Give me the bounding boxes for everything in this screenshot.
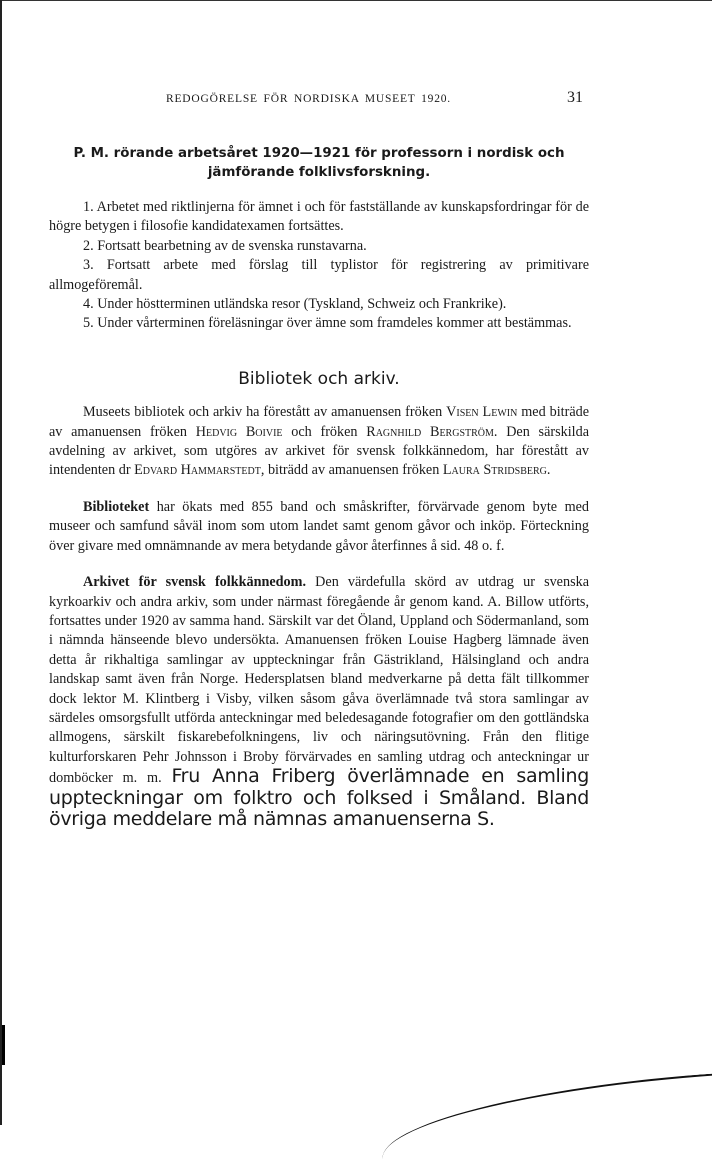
section-title: Bibliotek och arkiv. [238, 368, 400, 389]
text-run-large: Fru Anna Friberg överlämnade en samling uppteckningar om folktro och folksed i Småland. Bland övriga meddelare må nämnas amanuenserna S. [49, 765, 589, 830]
pm-heading-line-1: P. M. rörande arbetsåret 1920—1921 för professorn i nordisk och [73, 146, 565, 161]
pm-item: 1. Arbetet med riktlinjerna för ämnet i och för fastställande av kunskapsfordringar för de högre betygen i filosofie kandidatexamen fortsättes. [49, 199, 589, 235]
pm-item: 3. Fortsatt arbete med förslag till typlistor för registrering av primitivare allmogeföremål. [49, 257, 589, 293]
person-name: Laura Stridsberg [442, 462, 547, 479]
text-run: Museets bibliotek och arkiv ha förestått av amanuensen fröken [83, 404, 447, 421]
person-name: Visen Lewin [446, 404, 518, 421]
paragraph-staff [49, 403, 589, 481]
scan-edge-mark [2, 1025, 5, 1065]
paragraph-archive [49, 573, 589, 831]
paragraph-lead: Biblioteket [83, 498, 150, 515]
text-run: . [546, 462, 551, 479]
text-run: med biträde av amanuensen fröken [49, 404, 590, 440]
text-run: , biträdd av amanuensen fröken [260, 462, 443, 479]
person-name: Edvard Hammarstedt [134, 462, 261, 479]
paragraph-lead: Arkivet för svensk folkkännedom. [83, 574, 307, 591]
pm-item: 4. Under höstterminen utländska resor (Tyskland, Schweiz och Frankrike). [83, 296, 507, 313]
text-run: och fröken [282, 423, 367, 440]
pm-list [49, 198, 589, 334]
page-curl-shadow [378, 1073, 712, 1159]
paragraph-library [49, 498, 589, 556]
text-run: . Den särskilda avdelning av arkivet, som utgöres av arkivet för svensk folkkännedom, har förestått av intendenten dr [49, 423, 589, 479]
person-name: Hedvig Boivie [195, 423, 283, 440]
running-header: REDOGÖRELSE FÖR NORDISKA MUSEET 1920. [166, 93, 451, 105]
scan-edge-left [0, 0, 2, 1125]
page-number: 31 [567, 89, 583, 106]
scan-edge-top [0, 0, 712, 1]
text-run: har ökats med 855 band och småskrifter, förvärvade genom byte med museer och samfund såväl inom som utom landet samt genom gåvor och inköp. Förteckning över givare med omnämnande av mera betydande gåvor återfinnes å sid. 48 o. f. [49, 498, 589, 554]
pm-heading [49, 144, 589, 182]
person-name: Ragnhild Bergström [366, 423, 494, 440]
pm-heading-line-2: jämförande folklivsforskning. [207, 165, 431, 180]
pm-item: 2. Fortsatt bearbetning av de svenska runstavarna. [83, 237, 367, 254]
pm-item: 5. Under vårterminen föreläsningar över ämne som framdeles kommer att bestämmas. [83, 315, 572, 332]
page-body [49, 144, 589, 831]
text-run: Den värdefulla skörd av utdrag ur svenska kyrkoarkiv och andra arkiv, som under närmast föregående år genom kand. A. Billow utförts, fortsattes under 1920 av samma hand. Särskilt var det Öland, Uppland och Södermanland, som i nämnda hänseende blevo undersökta. Amanuensen fröken Louise Hagberg lämnade även detta år rikhaltiga samlingar av uppteckningar från Gästrikland, Hälsingland och andra landskap samt även från Norge. Hedersplatsen bland medverkarne på detta fält tillkommer dock lektor M. Klintberg i Visby, vilken såsom gåva överlämnade två stora samlingar av särdeles omsorgsfullt utförda anteckningar med beledesagande fotografier om den gottländska allmogens, särskilt fiskarebefolkningens, liv och näringsutövning. Från den flitige kulturforskaren Pehr Johnsson i Broby förvärvades en samling utdrag och anteckningar ur domböcker m. m. [49, 574, 589, 787]
